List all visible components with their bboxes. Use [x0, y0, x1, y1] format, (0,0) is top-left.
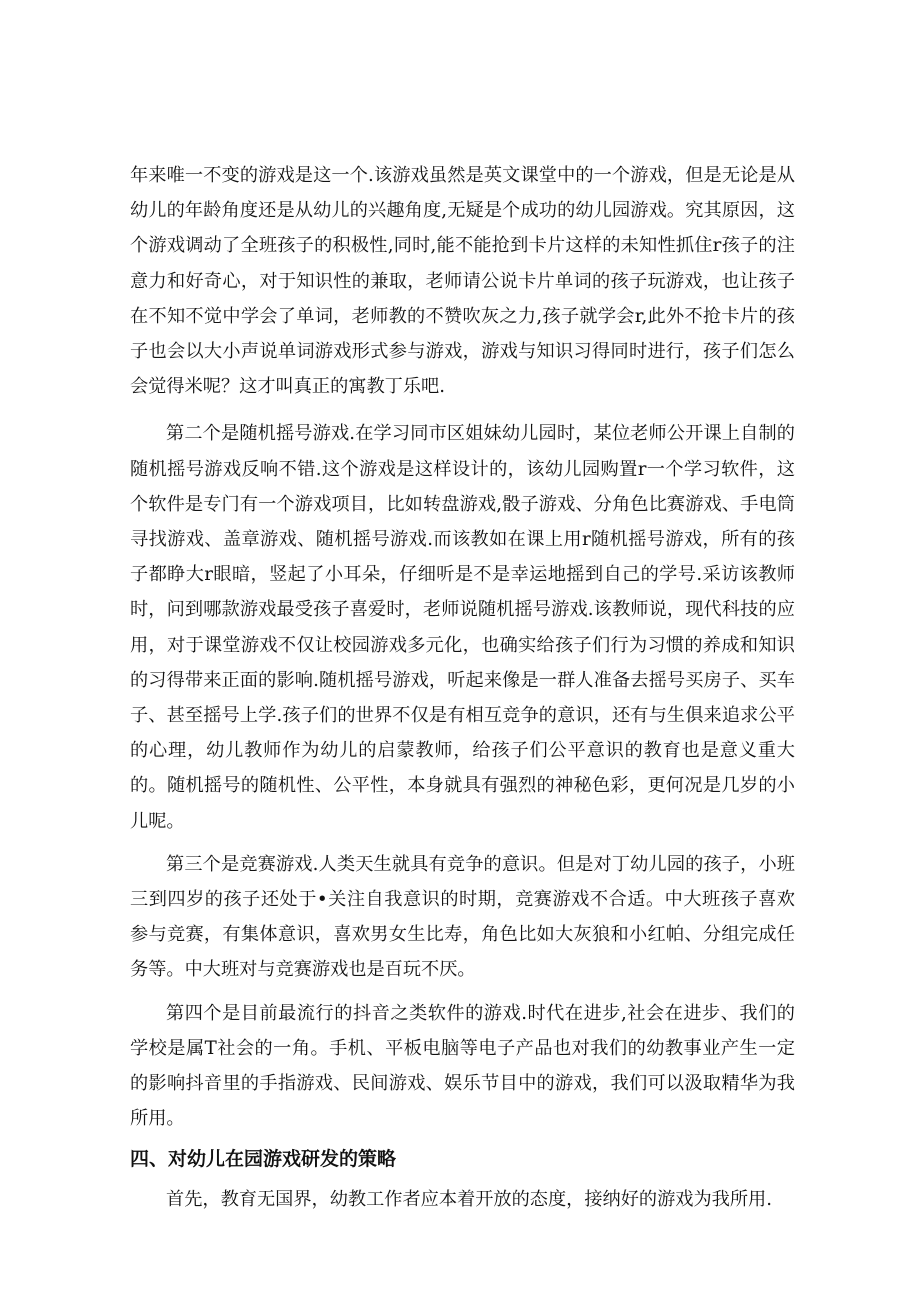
section-heading-strategies: 四、对幼儿在园游戏研发的策略	[130, 1148, 397, 1171]
paragraph-douyin-game: 第四个是目前最流行的抖音之类软件的游戏.时代在进步,社会在进步、我们的学校是属T社会的一角。手机、平板电脑等电子产品也对我们的幼教事业产生一定的影响抖音里的手指游戏、民间游戏、娱乐节目中的游戏，我们可以汲取精华为我所用。	[130, 1002, 795, 1130]
paragraph-competition-game: 第三个是竞赛游戏.人类天生就具有竞争的意识。但是对丁幼儿园的孩子，小班三到四岁的孩子还处于•关注自我意识的时期，竞赛游戏不合适。中大班孩子喜欢参与竞赛，有集体意识，喜欢男女生比寿，角色比如大灰狼和小红帕、分组完成任务等。中大班对与竞赛游戏也是百玩不厌。	[130, 853, 795, 981]
paragraph-game-one-continued: 年来唯一不变的游戏是这一个.该游戏虽然是英文课堂中的一个游戏，但是无论是从幼儿的年龄角度还是从幼儿的兴趣角度,无疑是个成功的幼儿园游戏。究其原因，这个游戏调动了全班孩子的积极性,同时,能不能抢到卡片这样的未知性抓住r孩子的注意力和好奇心，对于知识性的兼取，老师请公说卡片单词的孩子玩游戏，也让孩子在不知不觉中学会了单词，老师教的不赞吹灰之力,孩子就学会r,此外不抢卡片的孩子也会以大小声说单词游戏形式参与游戏，游戏与知识习得同时进行，孩子们怎么会觉得米呢？这才叫真正的寓教丁乐吧.	[130, 165, 795, 398]
document-body	[130, 158, 795, 1218]
paragraph-random-lottery-game: 第二个是随机摇号游戏.在学习同市区姐妹幼儿园时，某位老师公开课上自制的随机摇号游戏反响不错.这个游戏是这样设计的，该幼儿园购置r一个学习软件，这个软件是专门有一个游戏项目，比如转盘游戏,骰子游戏、分角色比赛游戏、手电筒寻找游戏、盖章游戏、随机摇号游戏.而该教如在课上用r随机摇号游戏，所有的孩子都睁大r眼暗，竖起了小耳朵，仔细听是不是幸运地摇到自己的学号.采访该教师时，问到哪款游戏最受孩子喜爱时，老师说随机摇号游戏.该教师说，现代科技的应用，对于课堂游戏不仅让校园游戏多元化，也确实给孩子们行为习惯的养成和知识的习得带来正面的影响.随机摇号游戏，听起来像是一群人准备去摇号买房子、买车子、甚至摇号上学.孩子们的世界不仅是有相互竞争的意识，还有与生俱来追求公平的心理，幼儿教师作为幼儿的启蒙教师，给孩子们公平意识的教育也是意义重大的。随机摇号的随机性、公平性，本身就具有强烈的神秘色彩，更何况是几岁的小儿呢。	[130, 423, 795, 832]
paragraph-first-strategy: 首先，教育无国界，幼教工作者应本着开放的态度，接纳好的游戏为我所用.	[166, 1189, 772, 1211]
